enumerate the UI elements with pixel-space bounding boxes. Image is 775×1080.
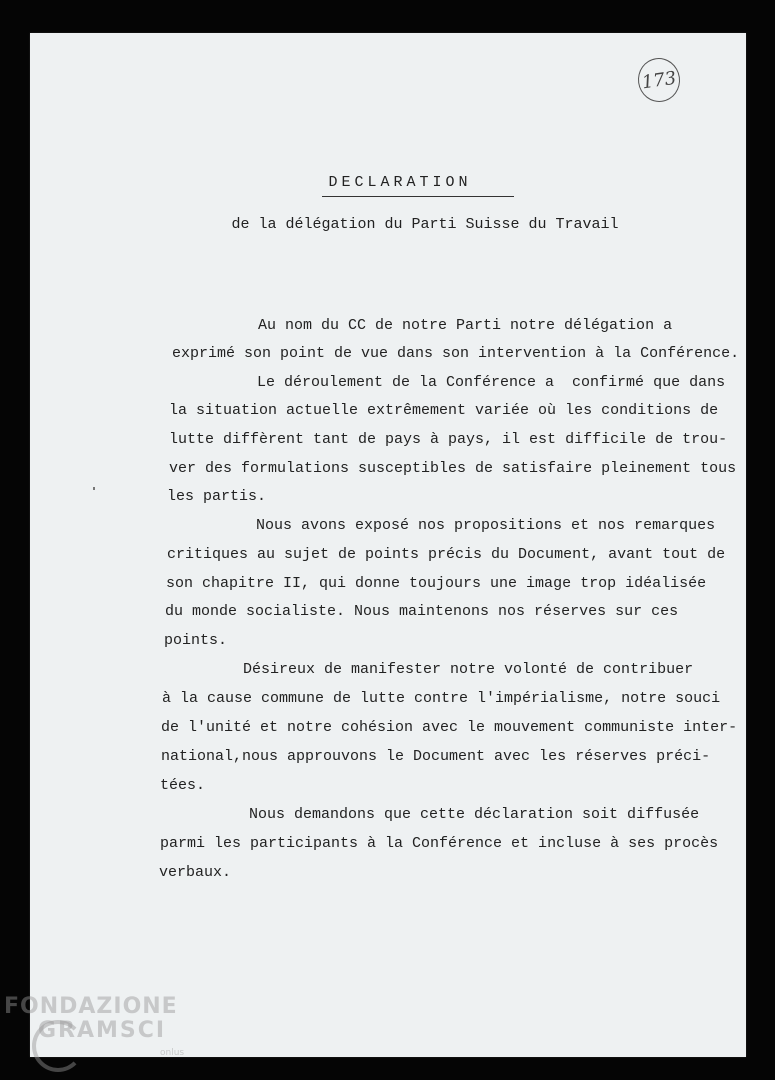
text-line: son chapitre II, qui donne toujours une image trop idéalisée xyxy=(166,575,707,592)
text-line: Au nom du CC de notre Parti notre délégation a xyxy=(258,317,673,334)
watermark-line-2: GRAMSCI xyxy=(38,1018,167,1043)
text-line: Nous demandons que cette déclaration soit diffusée xyxy=(249,806,700,823)
text-line: verbaux. xyxy=(159,864,232,881)
text-line: à la cause commune de lutte contre l'impérialisme, notre souci xyxy=(162,690,721,707)
text-line: parmi les participants à la Conférence et incluse à ses procès xyxy=(160,835,719,852)
text-line: de l'unité et notre cohésion avec le mouvement communiste inter- xyxy=(161,719,738,736)
title-underline xyxy=(322,196,514,197)
text-line: lutte diffèrent tant de pays à pays, il est difficile de trou- xyxy=(169,431,728,448)
text-line: Désireux de manifester notre volonté de contribuer xyxy=(243,661,694,678)
text-line: les partis. xyxy=(167,488,267,505)
text-line: Nous avons exposé nos propositions et nos remarques xyxy=(256,517,716,534)
text-line: ver des formulations susceptibles de satisfaire pleinement tous xyxy=(169,460,737,477)
paper-speck xyxy=(93,487,95,490)
text-line: tées. xyxy=(160,777,206,794)
text-line: critiques au sujet de points précis du Document, avant tout de xyxy=(167,546,726,563)
text-line: national,nous approuvons le Document avec les réserves préci- xyxy=(161,748,711,765)
text-line: la situation actuelle extrêmement variée où les conditions de xyxy=(169,402,719,419)
document-subtitle: de la délégation du Parti Suisse du Travail xyxy=(231,216,619,233)
watermark-line-1: FONDAZIONE xyxy=(4,994,178,1019)
text-line: du monde socialiste. Nous maintenons nos réserves sur ces xyxy=(165,603,679,620)
text-line: Le déroulement de la Conférence a confirmé que dans xyxy=(257,374,726,391)
text-line: exprimé son point de vue dans son intervention à la Conférence. xyxy=(172,345,740,362)
text-line: points. xyxy=(164,632,228,649)
folio-number: 173 xyxy=(635,55,683,104)
watermark-line-3: onlus xyxy=(160,1048,185,1058)
document-title: DECLARATION xyxy=(328,174,472,191)
